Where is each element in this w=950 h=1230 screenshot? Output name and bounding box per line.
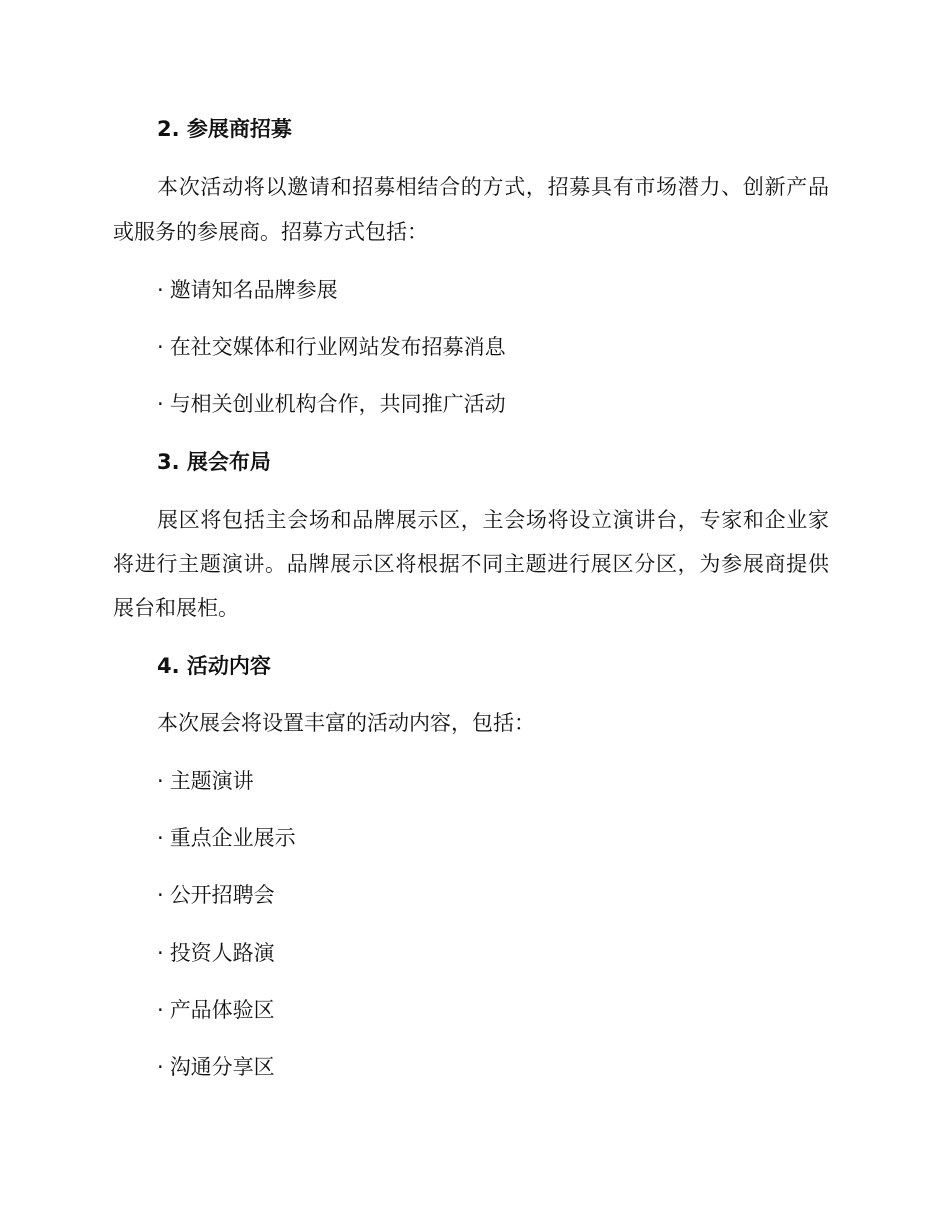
- list-item: [157, 767, 254, 795]
- list-item: [157, 333, 506, 361]
- bullet-marker: ·: [157, 826, 164, 850]
- bullet-marker: ·: [157, 883, 164, 907]
- bullet-marker: ·: [157, 1055, 164, 1079]
- list-item-text: 重点企业展示: [169, 826, 296, 850]
- bullet-marker: ·: [157, 392, 164, 416]
- bullet-marker: ·: [157, 278, 164, 302]
- list-item-text: 公开招聘会: [169, 883, 275, 907]
- bullet-marker: ·: [157, 941, 164, 965]
- list-item: [157, 996, 275, 1024]
- bullet-marker: ·: [157, 769, 164, 793]
- list-item: [157, 939, 275, 967]
- paragraph-line: 本次活动将以邀请和招募相结合的方式，招募具有市场潜力、创新产品: [157, 175, 829, 199]
- section-heading-exhibition-layout: 3. 展会布局: [157, 450, 271, 474]
- list-item-text: 产品体验区: [169, 998, 275, 1022]
- paragraph-line: 展区将包括主会场和品牌展示区，主会场将设立演讲台，专家和企业家: [157, 508, 829, 532]
- list-item-text: 投资人路演: [169, 941, 275, 965]
- list-item: [157, 1053, 275, 1081]
- list-item-text: 邀请知名品牌参展: [169, 278, 338, 302]
- section-heading-activity-content: 4. 活动内容: [157, 654, 271, 678]
- section-heading-exhibitor-recruitment: 2. 参展商招募: [157, 117, 292, 141]
- list-item-text: 沟通分享区: [169, 1055, 275, 1079]
- bullet-marker: ·: [157, 335, 164, 359]
- paragraph-line: 展台和展柜。: [113, 596, 239, 620]
- list-item: [157, 881, 275, 909]
- paragraph-line: 本次展会将设置丰富的活动内容，包括：: [157, 711, 535, 735]
- list-item-text: 与相关创业机构合作，共同推广活动: [169, 392, 506, 416]
- list-item: [157, 390, 506, 418]
- list-item: [157, 276, 338, 304]
- paragraph-line: 或服务的参展商。招募方式包括：: [113, 220, 428, 244]
- bullet-marker: ·: [157, 998, 164, 1022]
- paragraph-line: 将进行主题演讲。品牌展示区将根据不同主题进行展区分区，为参展商提供: [113, 552, 829, 576]
- list-item-text: 主题演讲: [169, 769, 254, 793]
- list-item-text: 在社交媒体和行业网站发布招募消息: [169, 335, 506, 359]
- list-item: [157, 824, 296, 852]
